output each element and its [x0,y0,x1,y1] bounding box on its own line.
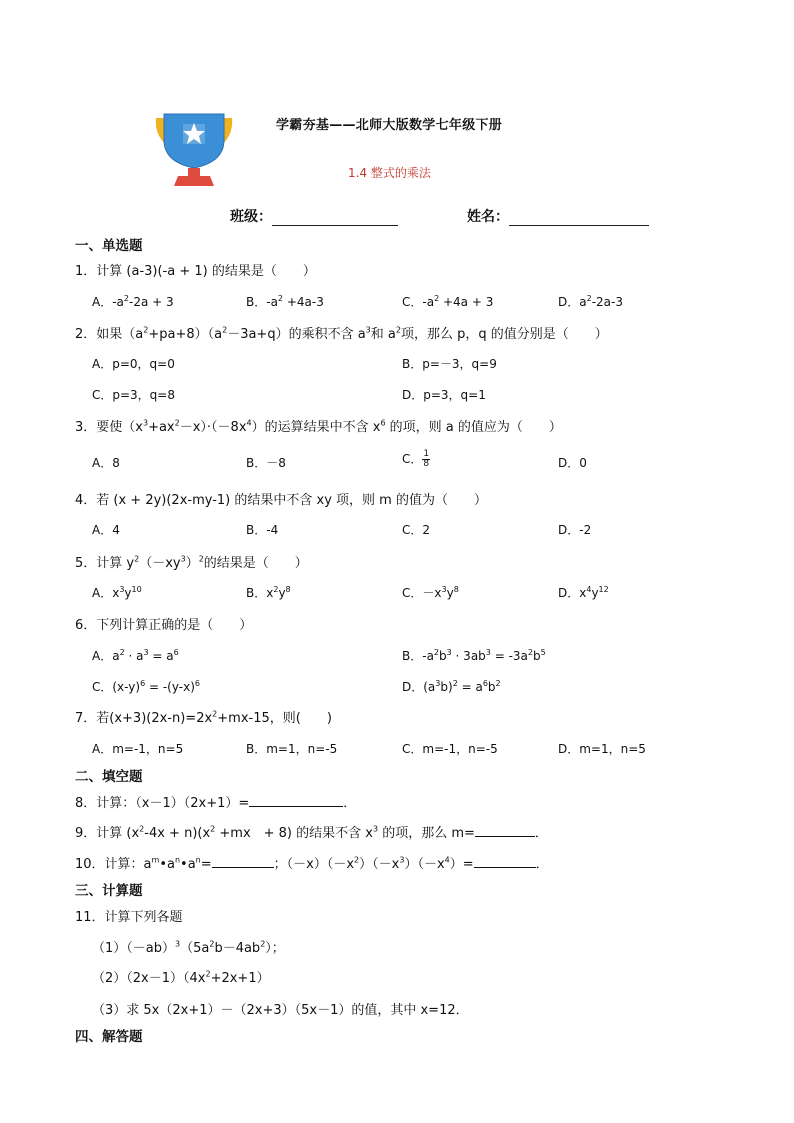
q4-option-b: B．-4 [246,523,279,537]
q5-option-a: A．$x^3y^{10}$ [92,585,142,600]
document-subtitle: 1.4 整式的乘法 [348,166,431,180]
q4-option-d: D．-2 [558,523,592,537]
section-heading: 四、解答题 [75,1029,143,1045]
question-7-stem: 7．若$(x+3)(2x-n)=2x^2+mx-15$，则( ) [75,709,332,726]
answer-blank[interactable] [475,824,535,837]
q4-option-a: A．4 [92,523,120,537]
q3-option-b: B．－8 [246,456,286,470]
class-label: 班级： [230,209,272,225]
q1-option-c: C．$-a^2 +4a + 3$ [402,294,494,309]
answer-blank[interactable] [212,855,274,868]
question-8-stem: 8．计算：（x－1）（2x+1）= ． [75,796,357,811]
question-3-stem: 3．要使$(x^3+ax^2-x)\cdot(-8x^4)$的运算结果中不含 $x^6$ 的项，则 a 的值应为（ ） [75,418,562,435]
question-11-part-3: （3）求 5x（2x+1）－（2x+3）（5x－1）的值，其中 x=12． [92,1003,469,1018]
section-heading: 二、填空题 [75,769,143,785]
q7-option-a: A．m=-1，n=5 [92,742,184,756]
name-label: 姓名： [467,209,509,225]
question-11-part-2: $(2)(2x-1)(4x^2+2x+1)$ [92,969,270,986]
q6-option-c: C．$(x-y)^6 = -(y-x)^6$ [92,679,200,694]
q1-option-a: A．$-a^2-2a + 3$ [92,294,174,309]
q7-option-b: B．m=1，n=-5 [246,742,338,756]
q1-option-b: B．$-a^2 +4a-3$ [246,294,324,309]
q1-option-d: D．$a^2-2a-3$ [558,294,623,309]
name-blank[interactable] [509,211,649,226]
question-2-stem: 2．如果$(a^2+pa+8)(a^2-3a+q)$的乘积不含 $a^3$和 $a^2$项，那么 p，q 的值分别是（ ） [75,325,608,342]
q2-option-c: C．p=3，q=8 [92,388,175,402]
name-field [467,206,649,226]
q2-option-d: D．p=3，q=1 [402,388,486,402]
q5-option-c: C．$-x^3y^8$ [402,585,459,600]
q6-option-d: D．$(a^3b)^2 = a^6b^2$ [402,679,501,694]
trophy-logo-icon [152,110,236,188]
answer-blank[interactable] [249,794,343,807]
section-heading: 一、单选题 [75,238,143,254]
question-6-stem: 6．下列计算正确的是（ ） [75,618,253,633]
q7-option-c: C．m=-1，n=-5 [402,742,498,756]
q6-option-b: B．$-a^2b^3 \cdot 3ab^3 = -3a^2b^5$ [402,648,546,663]
q5-option-d: D．$x^4y^{12}$ [558,585,609,600]
q4-option-c: C．2 [402,523,431,537]
q2-option-a: A．p=0，q=0 [92,357,175,371]
question-10-stem: 10．计算：$a^m•a^n•a^n=$ ；$(-x)(-x^2)(-x^3)(-x^4)=$ ． [75,855,549,872]
q7-option-d: D．m=1，n=5 [558,742,646,756]
fraction: $\frac{1}{8}$ [423,449,430,469]
class-blank[interactable] [272,211,398,226]
q5-option-b: B．$x^2y^8$ [246,585,291,600]
document-title: 学霸夯基——北师大版数学七年级下册 [276,118,503,133]
q3-option-c: C． $\frac{1}{8}$ [402,449,430,469]
q6-option-a: A．$a^2 \cdot a^3 = a^6$ [92,648,179,663]
question-4-stem: 4．若 (x + 2y)(2x-my-1) 的结果中不含 xy 项，则 m 的值为（ ） [75,493,487,508]
class-field [230,206,398,226]
q2-option-b: B．p=－3，q=9 [402,357,497,371]
question-1-stem: 1．计算 (a-3)(-a + 1) 的结果是（ ） [75,264,316,279]
question-5-stem: 5．计算 $y^2(-xy^3)^2$的结果是（ ） [75,554,308,571]
question-11-part-1: $(1)(-ab)^3(5a^2b-4ab^2)$； [92,939,285,956]
q3-option-a: A．8 [92,456,120,470]
question-9-stem: 9．计算 $(x^2-4x + n)(x^2 +mx$ + 8) 的结果不含 $x^3$ 的项，那么 m= ． [75,824,548,841]
question-11-stem: 11．计算下列各题 [75,910,183,925]
answer-blank[interactable] [474,855,536,868]
q3-option-d: D．0 [558,456,587,470]
section-heading: 三、计算题 [75,883,143,899]
